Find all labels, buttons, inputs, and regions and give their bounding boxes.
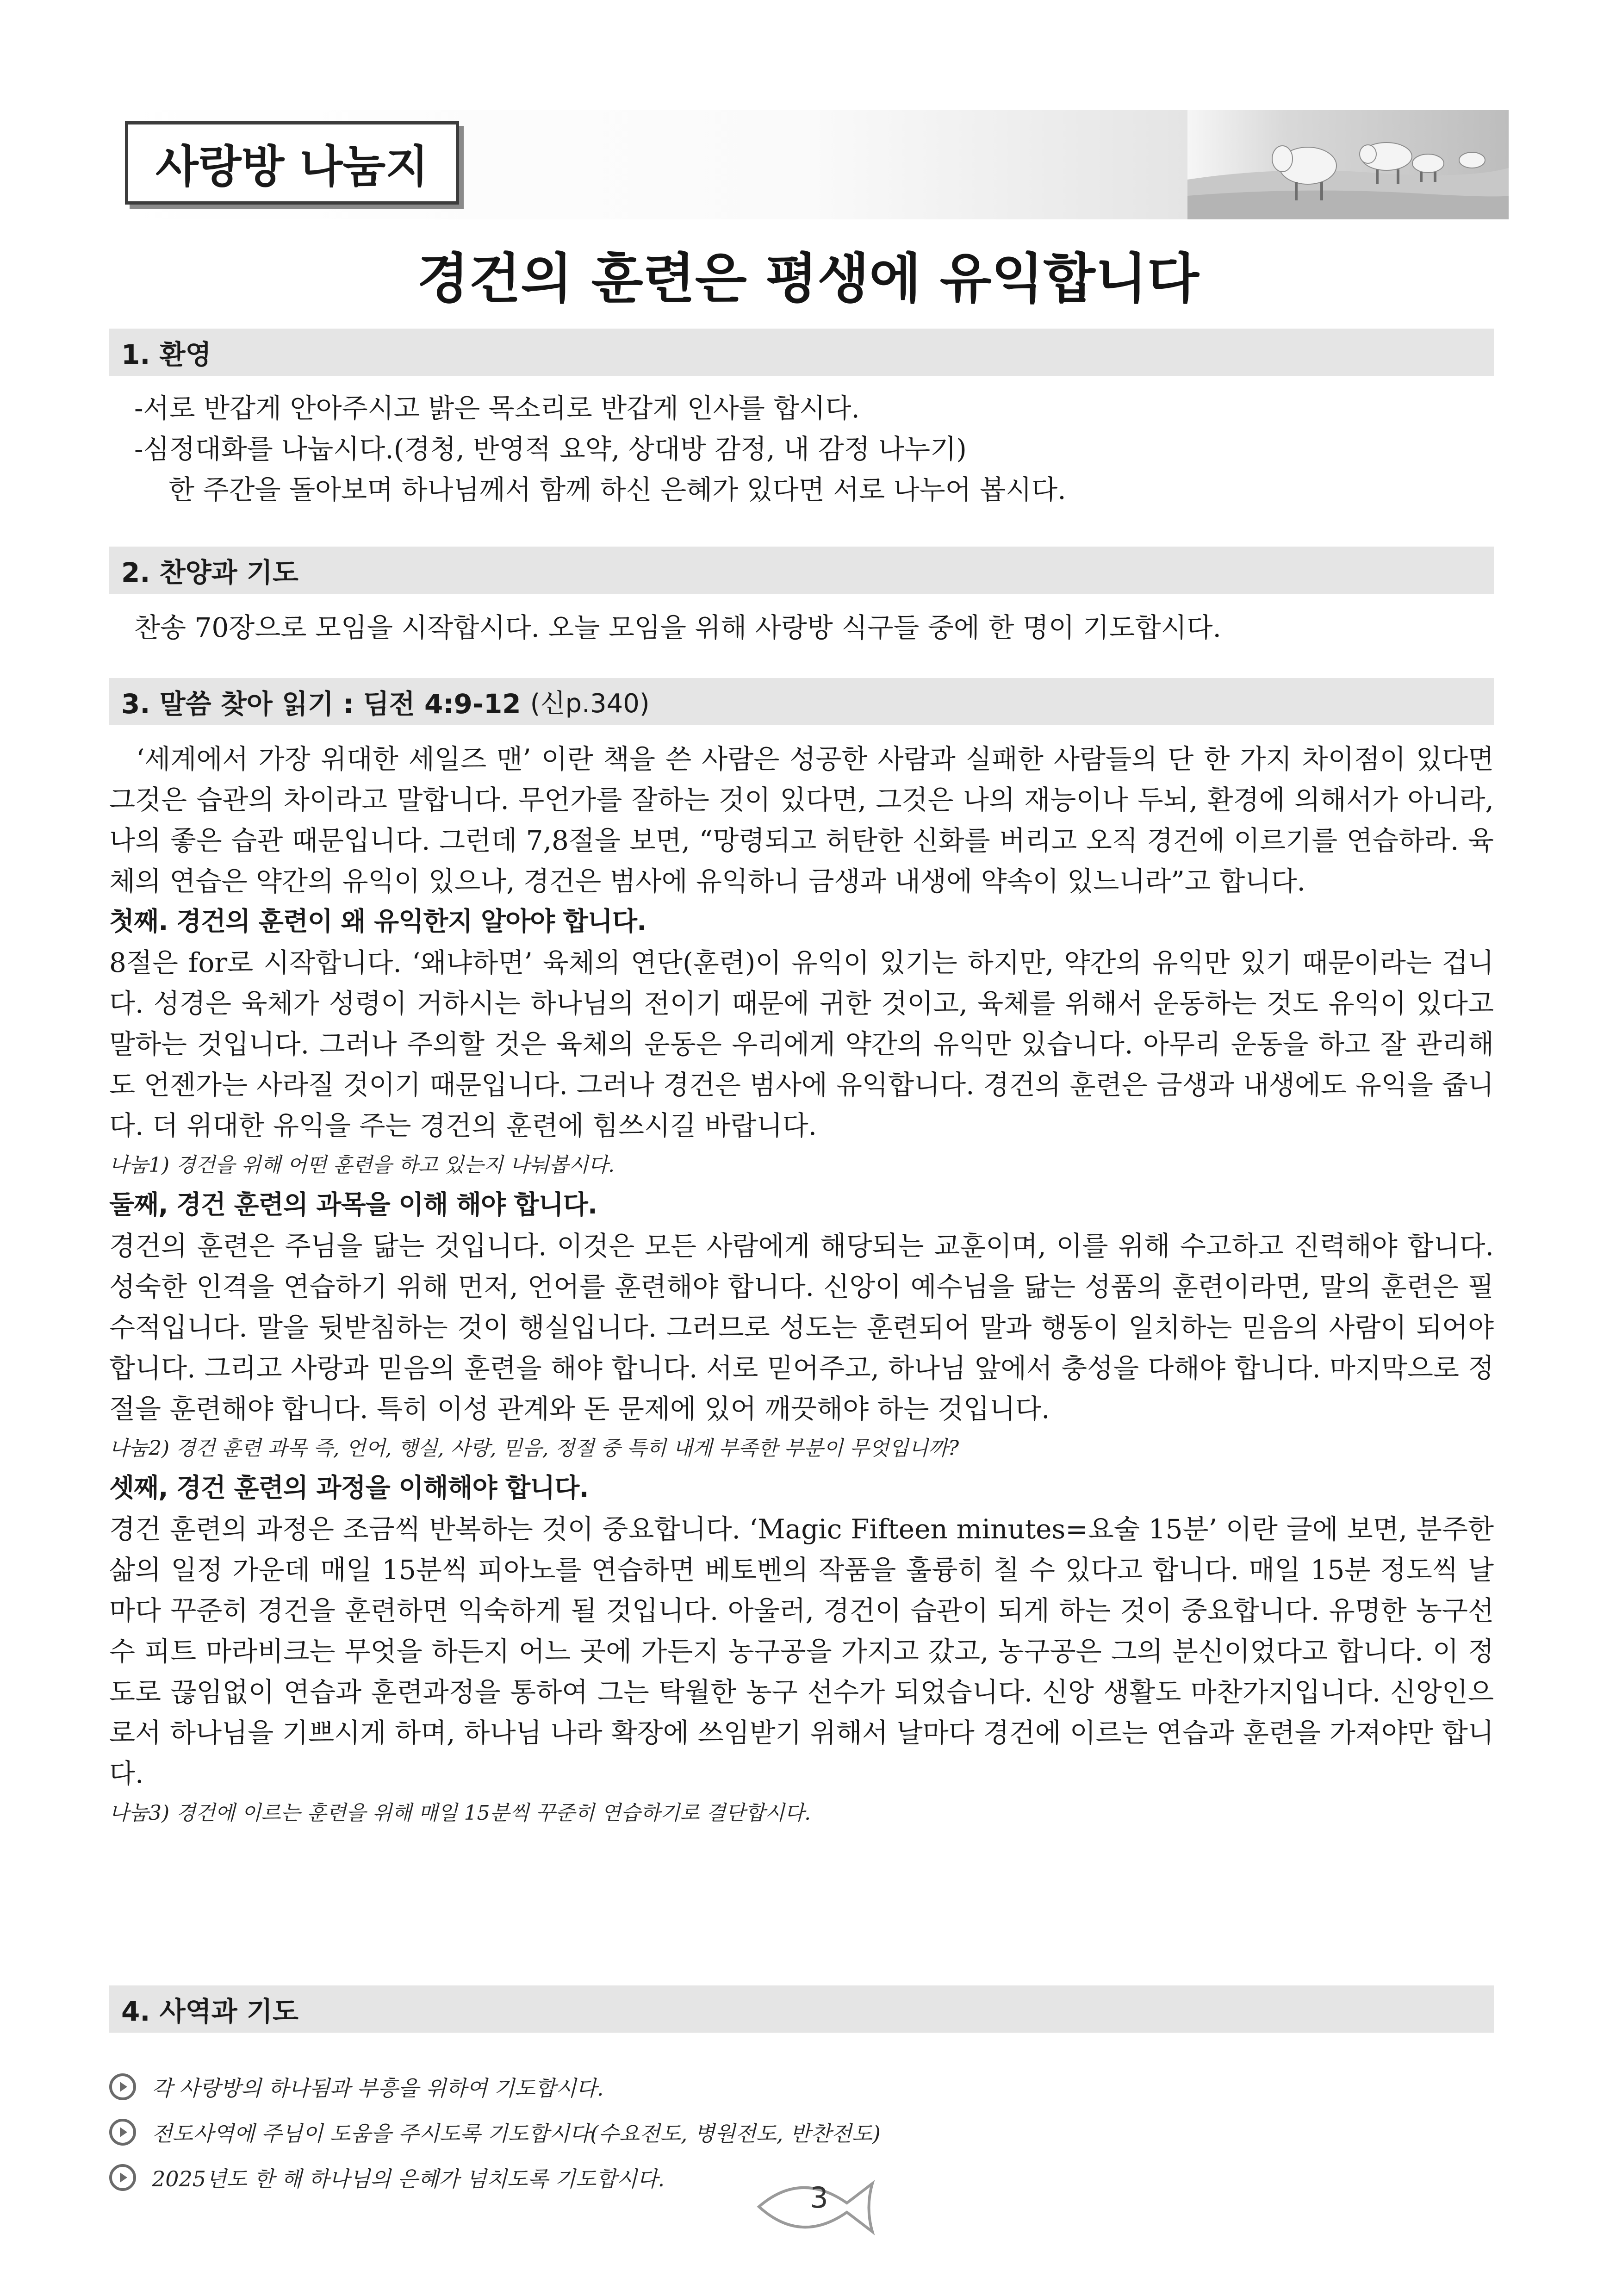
point-body: 8절은 for로 시작합니다. ‘왜냐하면’ 육체의 연단(훈련)이 유익이 있기는 하지만, 약간의 유익만 있기 때문이라는 겁니다. 성경은 육체가 성령이 거하시는 하나님의 전이기 때문에 귀한 것이고, 육체를 위해서 운동하는 것도 유익이 있다고 말하는 것입니다. 그러나 주의할 것은 육체의 운동은 우리에게 약간의 유익만 있습니다. 아무리 운동을 하고 잘 관리해도 언젠가는 사라질 것이기 때문입니다. 그러나 경건은 범사에 유익합니다. 경건의 훈련은 금생과 내생에도 유익을 줍니다. 더 위대한 유익을 주는 경건의 훈련에 힘쓰시길 바랍니다.: [109, 947, 1494, 1141]
prayer-item-text: 2025년도 한 해 하나님의 은혜가 넘치도록 기도합시다.: [152, 2166, 665, 2191]
share-question: 나눔2) 경건 훈련 과목 즉, 언어, 행실, 사랑, 믿음, 정절 중 특히 내게 부족한 부분이 무엇입니까?: [109, 1437, 959, 1460]
section-heading-ministry: [109, 1985, 1494, 2033]
section-title-box: [125, 121, 459, 205]
section-title: 사랑방 나눔지: [155, 140, 429, 193]
page-title: 경건의 훈련은 평생에 유익합니다: [417, 248, 1199, 310]
arrow-circle-icon: [109, 2164, 136, 2191]
list-item: [109, 2064, 1494, 2109]
section-heading-welcome-label: 1. 환영: [121, 339, 211, 370]
scripture-page-ref: (신p.340): [530, 689, 650, 719]
point-title: 둘째, 경건 훈련의 과목을 이해 해야 합니다.: [109, 1190, 597, 1220]
arrow-circle-icon: [109, 2119, 136, 2146]
welcome-line: -심정대화를 나눕시다.(경청, 반영적 요약, 상대방 감정, 내 감정 나누기): [134, 433, 967, 465]
scripture-intro: ‘세계에서 가장 위대한 세일즈 맨’ 이란 책을 쓴 사람은 성공한 사람과 실패한 사람들의 단 한 가지 차이점이 있다면 그것은 습관의 차이라고 말합니다. 무언가를 잘하는 것이 있다면, 그것은 나의 재능이나 두뇌, 환경에 의해서가 아니라, 나의 좋은 습관 때문입니다. 그런데 7,8절을 보면, “망령되고 허탄한 신화를 버리고 오직 경건에 이르기를 연습하라. 육체의 연습은 약간의 유익이 있으나, 경건은 범사에 유익하니 금생과 내생에 약속이 있느니라”고 합니다.: [109, 743, 1494, 897]
section-heading-praise-label: 2. 찬양과 기도: [121, 557, 298, 588]
section-heading-ministry-label: 4. 사역과 기도: [121, 1996, 298, 2027]
share-question: 나눔1) 경건을 위해 어떤 훈련을 하고 있는지 나눠봅시다.: [109, 1153, 615, 1177]
page-number: 3: [810, 2181, 828, 2215]
page-number-footer: [750, 2171, 889, 2245]
prayer-item-text: 각 사랑방의 하나됨과 부흥을 위하여 기도합시다.: [152, 2076, 604, 2101]
list-item: [109, 2109, 1494, 2155]
point-body: 경건의 훈련은 주님을 닮는 것입니다. 이것은 모든 사람에게 해당되는 교훈이며, 이를 위해 수고하고 진력해야 합니다. 성숙한 인격을 연습하기 위해 먼저, 언어를 훈련해야 합니다. 신앙이 예수님을 닮는 성품의 훈련이라면, 말의 훈련은 필수적입니다. 말을 뒷받침하는 것이 행실입니다. 그러므로 성도는 훈련되어 말과 행동이 일치하는 믿음의 사람이 되어야 합니다. 그리고 사랑과 믿음의 훈련을 해야 합니다. 서로 믿어주고, 하나님 앞에서 충성을 다해야 합니다. 마지막으로 정절을 훈련해야 합니다. 특히 이성 관계와 돈 문제에 있어 깨끗해야 하는 것입니다.: [109, 1230, 1494, 1425]
share-question: 나눔3) 경건에 이르는 훈련을 위해 매일 15분씩 꾸준히 연습하기로 결단합시다.: [109, 1801, 811, 1825]
section-heading-scripture-label: 3. 말씀 찾아 읽기 : 딤전 4:9-12: [121, 688, 521, 720]
praise-text-block: [134, 607, 1490, 648]
point-body: 경건 훈련의 과정은 조금씩 반복하는 것이 중요합니다. ‘Magic Fifteen minutes=요술 15분’ 이란 글에 보면, 분주한 삶의 일정 가운데 매일 15분씩 피아노를 연습하면 베토벤의 작품을 훌륭히 칠 수 있다고 합니다. 매일 15분 정도씩 날마다 꾸준히 경건을 훈련하면 익숙하게 될 것입니다. 아울러, 경건이 습관이 되게 하는 것이 중요합니다. 유명한 농구선수 피트 마라비크는 무엇을 하든지 어느 곳에 가든지 농구공을 가지고 갔고, 농구공은 그의 분신이었다고 합니다. 이 정도로 끊임없이 연습과 훈련과정을 통하여 그는 탁월한 농구 선수가 되었습니다. 신앙 생활도 마찬가지입니다. 신앙인으로서 하나님을 기쁘시게 하며, 하나님 나라 확장에 쓰임받기 위해서 날마다 경건에 이르는 연습과 훈련을 가져야만 합니다.: [109, 1513, 1494, 1789]
section-heading-welcome: [109, 329, 1494, 376]
praise-text: 찬송 70장으로 모임을 시작합시다. 오늘 모임을 위해 사랑방 식구들 중에 한 명이 기도합시다.: [134, 612, 1221, 643]
section-heading-scripture: [109, 678, 1494, 725]
welcome-line: -서로 반갑게 안아주시고 밝은 목소리로 반갑게 인사를 합시다.: [134, 392, 860, 424]
point-title: 첫째. 경건의 훈련이 왜 유익한지 알아야 합니다.: [109, 907, 646, 937]
prayer-item-text: 전도사역에 주님이 도움을 주시도록 기도합시다(수요전도, 병원전도, 반찬전도): [152, 2121, 881, 2146]
welcome-line: 한 주간을 돌아보며 하나님께서 함께 하신 은혜가 있다면 서로 나누어 봅시다.: [168, 474, 1066, 505]
scripture-body: [109, 739, 1494, 1833]
arrow-circle-icon: [109, 2073, 136, 2100]
point-title: 셋째, 경건 훈련의 과정을 이해해야 합니다.: [109, 1473, 589, 1503]
section-heading-praise: [109, 547, 1494, 594]
welcome-lines: [134, 388, 1490, 510]
sheep-photo: [1187, 110, 1509, 219]
